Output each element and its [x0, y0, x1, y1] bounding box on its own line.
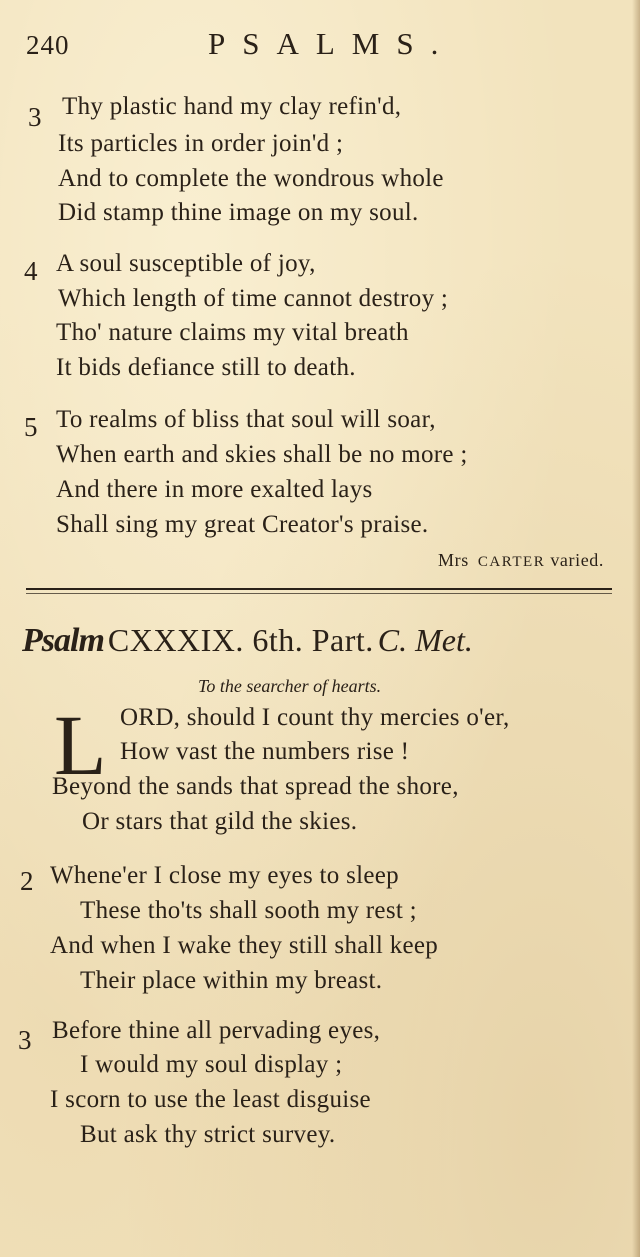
attribution: [438, 550, 604, 571]
psalm-meter: C. Met.: [377, 622, 473, 658]
running-title: PSALMS.: [208, 26, 456, 61]
stanza-number: 5: [24, 412, 38, 442]
attribution-name: CARTER: [477, 554, 546, 570]
page-header: [26, 26, 620, 66]
stanza-number: 2: [20, 866, 34, 896]
stanza-number: 3: [28, 102, 42, 132]
psalm-subtitle: To the searcher of hearts.: [198, 676, 382, 696]
verse-line: Tho' nature claims my vital breath: [56, 319, 409, 346]
verse-line: These tho'ts shall sooth my rest ;: [80, 897, 417, 924]
verse-line: Did stamp thine image on my soul.: [58, 199, 419, 226]
verse-line: Beyond the sands that spread the shore,: [52, 773, 459, 800]
verse-line: Or stars that gild the skies.: [82, 808, 358, 835]
section-rule: [26, 593, 612, 594]
page-number: 240: [26, 30, 70, 60]
psalm-heading: [22, 622, 473, 660]
verse-line: How vast the numbers rise !: [120, 738, 410, 765]
attribution-suffix: varied.: [550, 550, 604, 570]
psalm-number: CXXXIX. 6th. Part.: [107, 622, 374, 658]
verse-line: Their place within my breast.: [80, 967, 383, 994]
drop-cap: L: [54, 697, 107, 793]
verse-line: Before thine all pervading eyes,: [52, 1017, 381, 1044]
verse-line: Thy plastic hand my clay refin'd,: [62, 93, 402, 120]
verse-line: I scorn to use the least disguise: [50, 1086, 371, 1113]
verse-line: And there in more exalted lays: [56, 476, 373, 503]
verse-line: A soul susceptible of joy,: [56, 250, 316, 277]
page-edge-shadow: [632, 0, 640, 1257]
verse-line: To realms of bliss that soul will soar,: [56, 406, 436, 433]
stanza-number: 3: [18, 1025, 32, 1055]
verse-line: When earth and skies shall be no more ;: [56, 441, 468, 468]
verse-line: ORD, should I count thy mercies o'er,: [120, 704, 510, 731]
verse-line: But ask thy strict survey.: [80, 1121, 336, 1148]
verse-line: I would my soul display ;: [80, 1051, 343, 1078]
verse-line: And when I wake they still shall keep: [50, 932, 439, 959]
attribution-prefix: Mrs: [438, 550, 469, 570]
verse-line: And to complete the wondrous whole: [58, 165, 444, 192]
verse-line: Which length of time cannot destroy ;: [58, 285, 449, 312]
verse-line: Its particles in order join'd ;: [58, 130, 344, 157]
verse-line: Shall sing my great Creator's praise.: [56, 511, 429, 538]
verse-line: It bids defiance still to death.: [56, 354, 356, 381]
stanza-number: 4: [24, 256, 38, 286]
verse-line: Whene'er I close my eyes to sleep: [50, 862, 399, 889]
psalm-word: Psalm: [22, 622, 104, 659]
section-rule: [26, 588, 612, 590]
